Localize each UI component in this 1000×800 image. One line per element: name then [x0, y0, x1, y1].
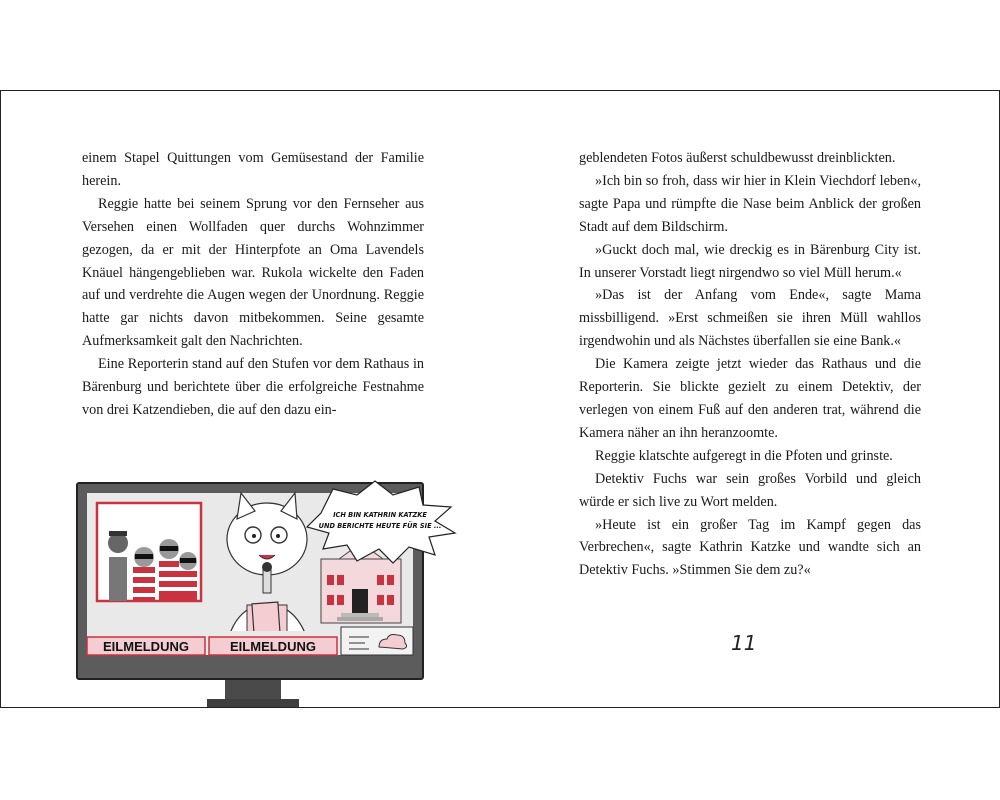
ticker-left-label: EILMELDUNG [103, 639, 189, 654]
paragraph: Eine Reporterin stand auf den Stufen vor dem Rathaus in Bärenburg und berichtete über die erfolgreiche Festnahme von drei Katzendieben, die auf den dazu ein- [82, 356, 424, 418]
ticker-right-label: EILMELDUNG [230, 639, 316, 654]
paragraph: geblendeten Fotos äußerst schuldbewusst dreinblickten. [579, 150, 896, 166]
paragraph: »Guckt doch mal, wie dreckig es in Bärenburg City ist. In unserer Vorstadt liegt nirgendwo so viel Müll herum.« [579, 241, 921, 281]
paragraph: Detektiv Fuchs war sein großes Vorbild und gleich würde er sich live zu Wort melden. [579, 470, 921, 510]
paragraph: einem Stapel Quittungen vom Gemüsestand der Familie herein. [82, 150, 424, 189]
paragraph: »Heute ist ein großer Tag im Kampf gegen das Verbrechen«, sagte Kathrin Katzke und wandte sich an Detektiv Fuchs. »Stimmen Sie dem zu?« [579, 516, 921, 579]
paragraph: Die Kamera zeigte jetzt wieder das Rathaus und die Reporterin. Sie blickte gezielt zu einem Detektiv, der verlegen von einem Fuß auf den anderen trat, während die Kamera näher an ihn heranzoomte. [579, 356, 921, 441]
tv-news-illustration [75, 479, 505, 708]
book-spread [0, 90, 1000, 708]
tv-stand [225, 679, 281, 701]
left-page-text [82, 147, 424, 422]
tv-stand-base [207, 699, 299, 708]
right-page-text [579, 147, 921, 582]
page-number: 11 [731, 631, 757, 655]
speech-bubble-line: UND BERICHTE HEUTE FÜR SIE ... [318, 522, 442, 530]
paragraph: »Das ist der Anfang vom Ende«, sagte Mama missbilligend. »Erst schmeißen sie ihren Müll wahllos irgendwohin und als Nächstes überfallen sie eine Bank.« [579, 287, 921, 350]
speech-bubble-line: ICH BIN KATHRIN KATZKE [333, 511, 427, 519]
paragraph: »Ich bin so froh, dass wir hier in Klein Viechdorf leben«, sagte Papa und rümpfte die Nase beim Anblick der großen Stadt auf dem Bildschirm. [579, 172, 921, 235]
paragraph: Reggie klatschte aufgeregt in die Pfoten und grinste. [595, 447, 893, 464]
paragraph: Reggie hatte bei seinem Sprung vor den Fernseher aus Versehen einen Wollfaden quer durchs Wohnzimmer gezogen, da er mit der Hinterpfote an Oma Lavendels Knäuel hängengeblieben war. Rukola wickelte den Faden auf und verdrehte die Augen wegen der Unordnung. Reggie hatte gar nichts davon mitbekommen. Seine gesamte Aufmerksamkeit galt den Nachrichten. [82, 195, 424, 350]
